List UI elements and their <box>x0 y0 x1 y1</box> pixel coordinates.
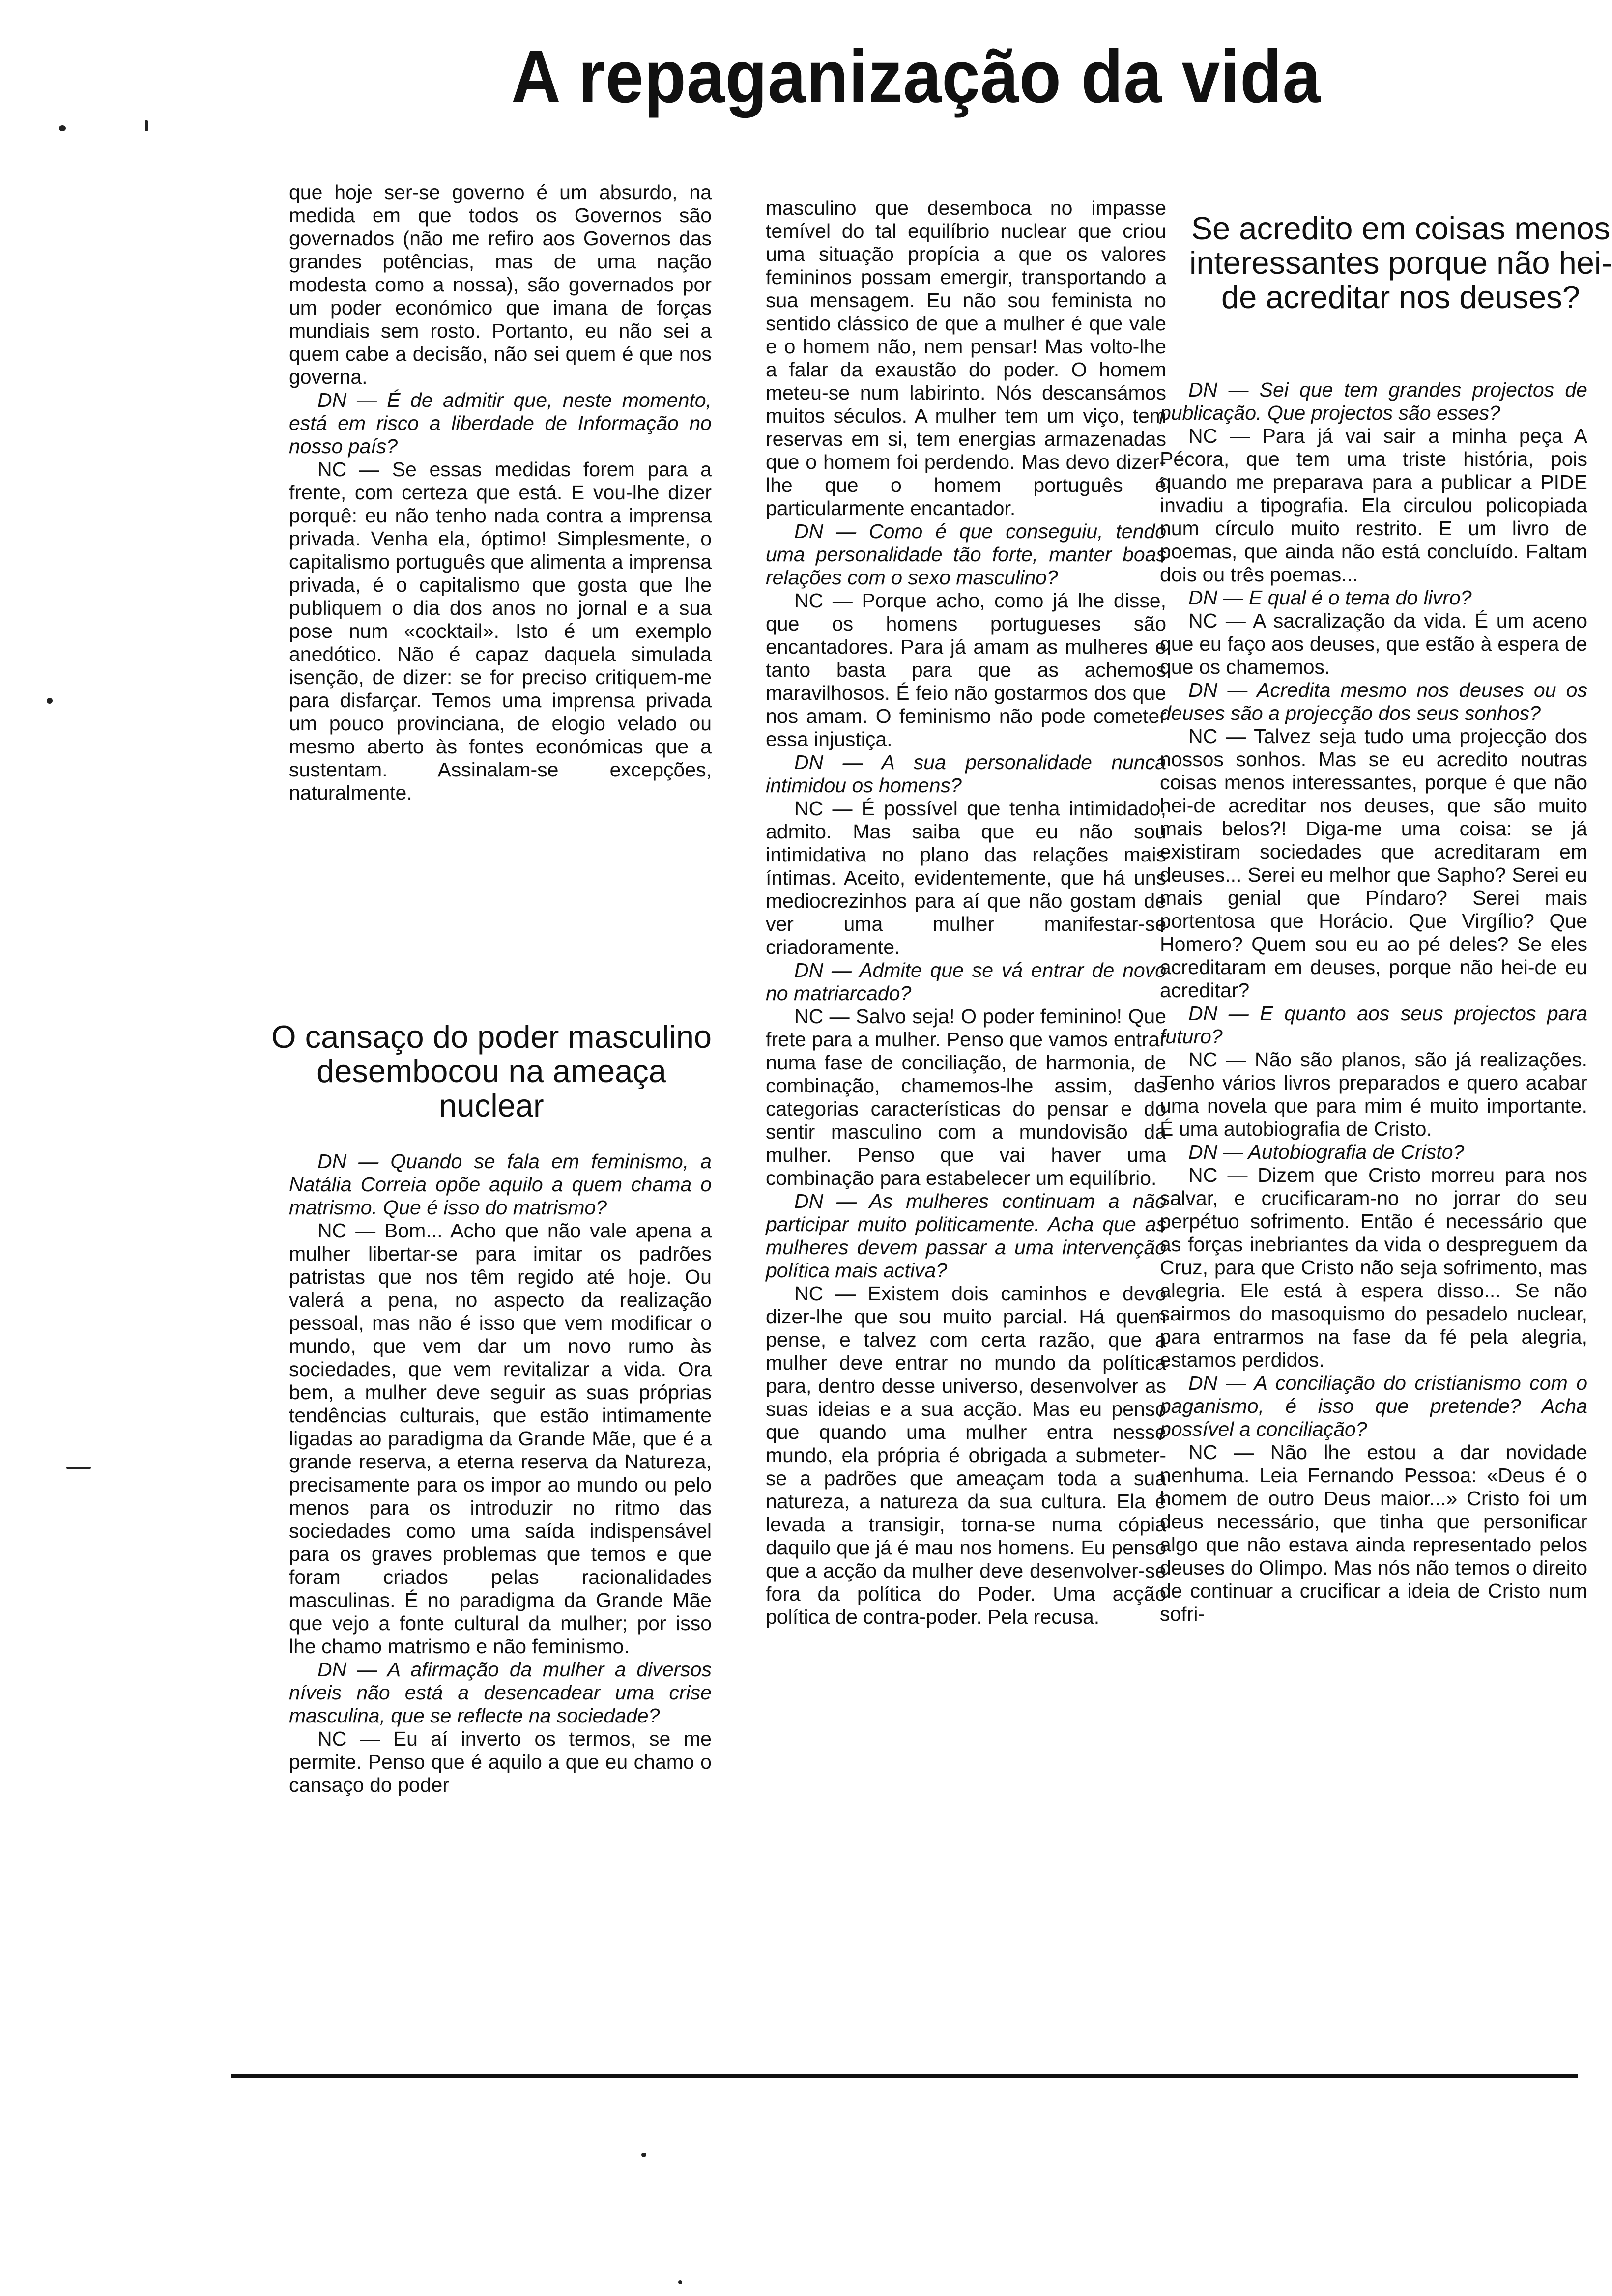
question-paragraph: DN — Acredita mesmo nos deuses ou os deuses são a projecção dos seus sonhos? <box>1160 679 1587 724</box>
question-paragraph: DN — Quando se fala em feminismo, a Natália Correia opõe aquilo a quem chama o matrismo. Que é isso do matrismo? <box>289 1150 712 1219</box>
answer-paragraph: NC — É possível que tenha intimidado, admito. Mas saiba que eu não sou intimidativa no plano das relações mais íntimas. Aceito, evidentemente, que há uns mediocrezinhos para aí que não gostam de ver uma mulher manifestar-se criadoramente. <box>766 797 1166 958</box>
article-headline: A repaganização da vida <box>511 35 1322 118</box>
question-paragraph: DN — A conciliação do cristianismo com o paganismo, é isso que pretende? Acha possível a conciliação? <box>1160 1372 1587 1440</box>
question-paragraph: DN — A afirmação da mulher a diversos níveis não está a desencadear uma crise masculina, que se reflecte na sociedade? <box>289 1658 712 1727</box>
answer-paragraph: NC — Não são planos, são já realizações. Tenho vários livros preparados e quero acabar uma novela que para mim é muito importante. É uma autobiografia de Cristo. <box>1160 1048 1587 1140</box>
answer-paragraph: NC — Se essas medidas forem para a frente, com certeza que está. E vou-lhe dizer porquê: eu não tenho nada contra a imprensa privada. Venha ela, óptimo! Simplesmente, o capitalismo português que alimenta a imprensa privada, é o capitalismo que gosta que lhe publiquem o dia dos anos no jornal e a sua pose num «cocktail». Isto é um exemplo anedótico. Não é capaz daquela simulada isenção, de dizer: se for preciso critiquem-me para disfarçar. Temos uma imprensa privada um pouco provinciana, de elogio velado ou mesmo aberto às fontes económicas que a sustentam. Assinalam-se excepções, naturalmente. <box>289 458 712 804</box>
scan-speck <box>66 1467 91 1469</box>
section-subhead-deuses: Se acredito em coisas menos interessantes porque não hei-de acreditar nos deuses? <box>1189 210 1612 315</box>
answer-paragraph: NC — Porque acho, como já lhe disse, que os homens portugueses são encantadores. Para já amam as mulheres e tanto basta para que as achemos maravilhosos. É feio não gostarmos dos que nos amam. O feminismo não pode cometer essa injustiça. <box>766 589 1166 750</box>
answer-paragraph: NC — Bom... Acho que não vale apena a mulher libertar-se para imitar os padrões patristas que nos têm regido até hoje. Ou valerá a pena, no aspecto da realização pessoal, mas não é isso que vem modificar o mundo, que vem dar um novo rumo às sociedades, que vem revitalizar a vida. Ora bem, a mulher deve seguir as suas próprias tendências culturais, que estão intimamente ligadas ao paradigma da Grande Mãe, que é a grande reserva, a eterna reserva da Natureza, precisamente para os impor ao mundo ou pelo menos para os introduzir no ritmo das sociedades como uma saída indispensável para os graves problemas que temos e que foram criados pelas racionalidades masculinas. É no paradigma da Grande Mãe que vejo a fonte cultural da mulher; por isso lhe chamo matrismo e não feminismo. <box>289 1219 712 1658</box>
answer-paragraph: NC — Salvo seja! O poder feminino! Que frete para a mulher. Penso que vamos entrar numa fase de conciliação, de harmonia, de combinação, chamemos-lhe assim, das categorias características do pensar e do sentir masculino com a mundovisão da mulher. Penso que vai haver uma combinação para estabelecer um equilíbrio. <box>766 1005 1166 1189</box>
answer-paragraph: NC — Dizem que Cristo morreu para nos salvar, e crucificaram-no no jorrar do seu perpétuo sofrimento. Então é necessário que as forças inebriantes da vida o despreguem da Cruz, para que Cristo não seja sofrimento, mas alegria. Ele está à espera disso... Se não sairmos do masoquismo do pesadelo nuclear, para entrarmos na fase da fé pela alegria, estamos perdidos. <box>1160 1164 1587 1371</box>
answer-paragraph: NC — Não lhe estou a dar novidade nenhuma. Leia Fernando Pessoa: «Deus é o homem de outro Deus maior...» Cristo foi um deus necessário, que tinha que personificar algo que não estava ainda representado pelos deuses do Olimpo. Mas nós não temos o direito de continuar a crucificar a ideia de Cristo num sofri- <box>1160 1441 1587 1625</box>
column-3 <box>1160 378 1587 1626</box>
paragraph: que hoje ser-se governo é um absurdo, na medida em que todos os Governos são governados (não me refiro aos Governos das grandes potências, mas de uma nação modesta como a nossa), são governados por um poder económico que imana de forças mundiais sem rosto. Portanto, eu não sei a quem cabe a decisão, não sei quem é que nos governa. <box>289 181 712 388</box>
question-paragraph: DN — É de admitir que, neste momento, está em risco a liberdade de Informação no nosso país? <box>289 389 712 458</box>
bottom-rule <box>231 2074 1578 2078</box>
question-paragraph: DN — A sua personalidade nunca intimidou os homens? <box>766 751 1166 797</box>
section-subhead-nuclear: O cansaço do poder masculino desembocou na ameaça nuclear <box>271 1019 712 1123</box>
question-paragraph: DN — Admite que se vá entrar de novo no matriarcado? <box>766 959 1166 1004</box>
paragraph: masculino que desemboca no impasse temível do tal equilíbrio nuclear que criou uma situação propícia a que os valores femininos possam emergir, transportando a sua mensagem. Eu não sou feminista no sentido clássico de que a mulher é que vale e o homem não, nem pensar! Mas volto-lhe a falar da exaustão do poder. O homem meteu-se num labirinto. Nós descansámos muitos séculos. A mulher tem um viço, tem reservas em si, tem energias armazenadas que o homem foi perdendo. Mas devo dizer-lhe que o homem português é particularmente encantador. <box>766 197 1166 519</box>
question-paragraph: DN — Autobiografia de Cristo? <box>1188 1141 1465 1163</box>
answer-paragraph: NC — Talvez seja tudo uma projecção dos nossos sonhos. Mas se eu acredito noutras coisas menos interessantes, porque é que não hei-de acreditar nos deuses, que são muito mais belos?! Diga-me uma coisa: se já existiram sociedades que acreditaram em deuses... Serei eu melhor que Sapho? Serei eu mais genial que Píndaro? Serei mais portentosa que Horácio. Que Virgílio? Que Homero? Quem sou eu ao pé deles? Se eles acreditaram em deuses, porque não hei-de eu acreditar? <box>1160 725 1587 1002</box>
answer-paragraph: NC — A sacralização da vida. É um aceno que eu faço aos deuses, que estão à espera de que os chamemos. <box>1160 609 1587 678</box>
question-paragraph: DN — E quanto aos seus projectos para futuro? <box>1160 1002 1587 1048</box>
column-2 <box>766 197 1166 1629</box>
scan-speck <box>678 2280 682 2284</box>
question-paragraph: DN — As mulheres continuam a não participar muito politicamente. Acha que as mulheres devem passar a uma intervenção política mais activa? <box>766 1190 1166 1282</box>
answer-paragraph: NC — Para já vai sair a minha peça A Pécora, que tem uma triste história, pois quando me preparava para a publicar a PIDE invadiu a tipografia. Ela circulou policopiada num círculo muito restrito. E um livro de poemas, que ainda não está concluído. Faltam dois ou três poemas... <box>1160 425 1587 586</box>
column-1-bottom <box>289 1150 712 1797</box>
question-paragraph: DN — E qual é o tema do livro? <box>1188 586 1472 609</box>
column-1-top <box>289 181 712 804</box>
question-paragraph: DN — Sei que tem grandes projectos de publicação. Que projectos são esses? <box>1160 378 1587 424</box>
scan-speck <box>59 125 66 131</box>
scan-speck <box>145 120 148 131</box>
answer-paragraph: NC — Existem dois caminhos e devo dizer-lhe que sou muito parcial. Há quem pense, e talvez com certa razão, que a mulher deve entrar no mundo da política para, dentro desse universo, desenvolver as suas ideias e a sua acção. Mas eu penso que quando uma mulher entra nesse mundo, ela própria é obrigada a submeter-se a padrões que ameaçam toda a sua natureza, a natureza da sua cultura. Ela é levada a transigir, torna-se numa cópia daquilo que já é mau nos homens. Eu penso que a acção da mulher deve desenvolver-se fora da política do Poder. Uma acção política de contra-poder. Pela recusa. <box>766 1282 1166 1628</box>
question-paragraph: DN — Como é que conseguiu, tendo uma personalidade tão forte, manter boas relações com o sexo masculino? <box>766 520 1166 589</box>
scan-speck <box>641 2152 646 2157</box>
answer-paragraph: NC — Eu aí inverto os termos, se me permite. Penso que é aquilo a que eu chamo o cansaço do poder <box>289 1727 712 1796</box>
scan-speck <box>47 698 53 704</box>
